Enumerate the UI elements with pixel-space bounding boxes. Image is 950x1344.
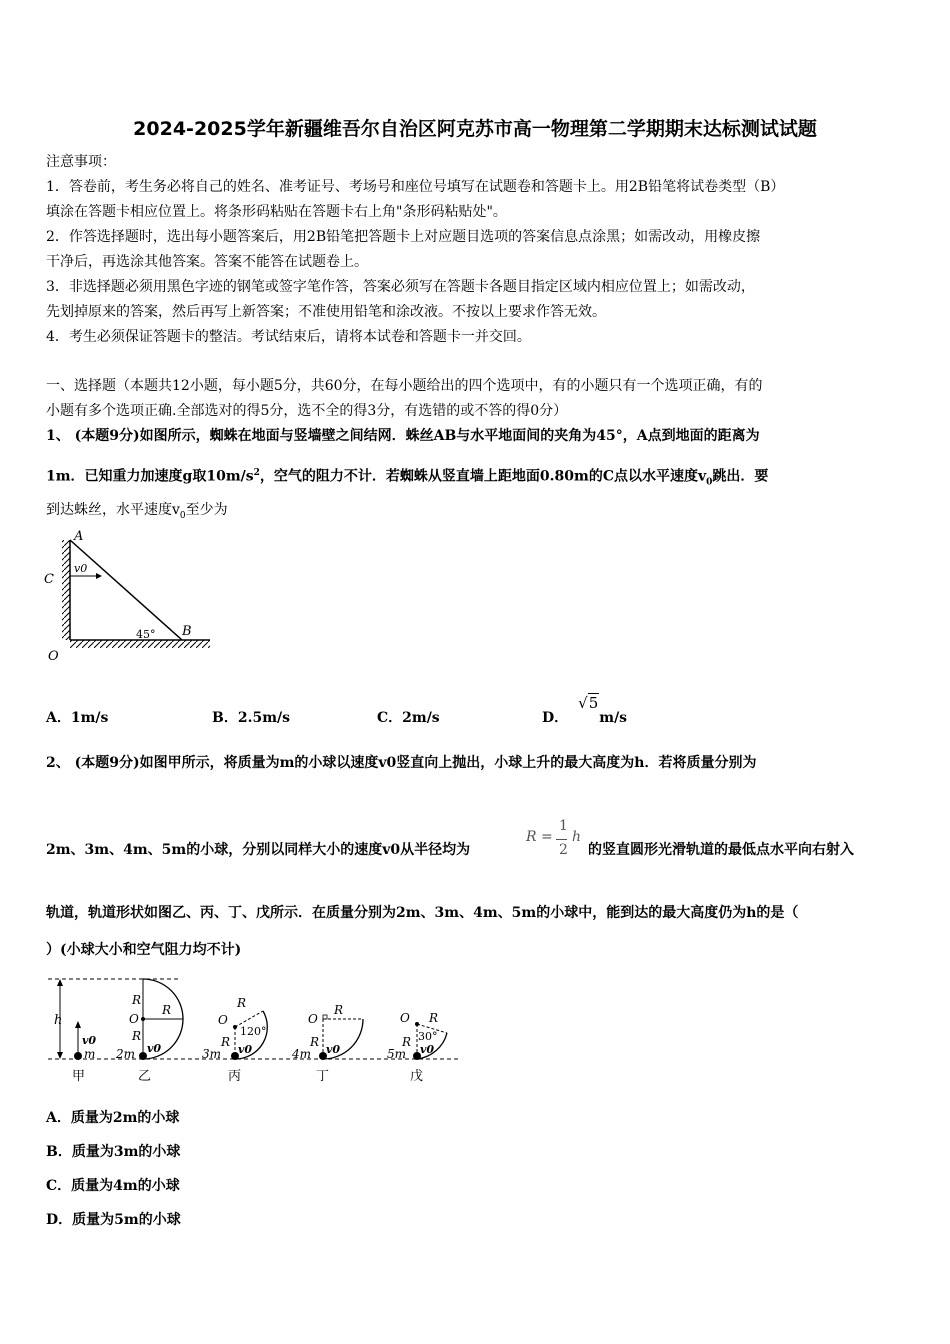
formula-denominator: 2 [559, 842, 568, 858]
notice-line: 1．答卷前，考生务必将自己的姓名、准考证号、考场号和座位号填写在试题卷和答题卡上。用2B铅笔将试卷类型（B） [46, 179, 785, 195]
label-v0-4: v0 [326, 1043, 341, 1056]
sqrt-radicand: 5 [588, 694, 599, 712]
label-r: R [132, 1029, 142, 1043]
formula-var: h [572, 829, 582, 845]
q1-sup: 2 [253, 468, 260, 478]
notice-line: 2．作答选择题时，选出每小题答案后，用2B铅笔把答题卡上对应题目选项的答案信息点涂黑；如需改动，用橡皮擦 [46, 229, 761, 245]
wall-hatch [62, 540, 70, 640]
section-heading: 一、选择题（本题共12小题，每小题5分，共60分，在每小题给出的四个选项中，有的小题只有一个选项正确，有的 [46, 378, 763, 394]
label-fig-yi: 乙 [138, 1069, 152, 1084]
track2-center [141, 1017, 145, 1021]
q1-text-line1: 1、 (本题9分)如图所示，蜘蛛在地面与竖墙壁之间结网．蛛丝AB与水平地面间的夹角为45°，A点到地面的距离为 [46, 428, 760, 444]
notice-line: 3．非选择题必须用黑色字迹的钢笔或签字笔作答，答案必须写在答题卡各题目指定区域内相应位置上；如需改动， [46, 279, 755, 295]
label-fig-wu: 戊 [410, 1069, 424, 1084]
q1-figure [40, 528, 220, 668]
label-mass-4m: 4m [292, 1047, 312, 1061]
label-v0-2: v0 [147, 1042, 162, 1055]
q2-text-line3: 轨道，轨道形状如图乙、丙、丁、戊所示．在质量分别为2m、3m、4m、5m的小球中，能到达的最大高度仍为h的是（ [46, 905, 799, 921]
label-b: B [182, 624, 192, 639]
label-o: O [129, 1012, 139, 1026]
notice-line: 干净后，再选涂其他答案。答案不能答在试题卷上。 [46, 254, 368, 270]
q1-option-c[interactable]: C．2m/s [377, 710, 440, 726]
notice-line: 填涂在答题卡相应位置上。将条形码粘贴在答题卡右上角"条形码粘贴处"。 [46, 204, 507, 220]
q1-text-seg: 到达蛛丝，水平速度v [46, 502, 180, 518]
height-arrowhead-bottom [57, 1052, 63, 1059]
notice-heading: 注意事项： [46, 154, 116, 170]
q1-text-line3 [46, 500, 228, 526]
label-h: h [54, 1013, 63, 1028]
track3-center [233, 1025, 237, 1029]
q1-text-line2 [46, 463, 768, 492]
ground-hatch [70, 640, 210, 648]
v0-arrowhead [96, 573, 102, 579]
q2-text-line2a: 2m、3m、4m、5m的小球，分别以同样大小的速度v0从半径均为 [46, 842, 471, 858]
label-angle: 45° [136, 628, 156, 641]
q1-sub: 0 [706, 477, 713, 488]
ball-m [74, 1052, 82, 1060]
notice-line: 4．考生必须保证答题卡的整洁。考试结束后，请将本试卷和答题卡一并交回。 [46, 329, 531, 345]
height-arrowhead-top [57, 979, 63, 986]
label-v0-5: v0 [420, 1043, 435, 1056]
q1-option-d-label: D． [542, 710, 569, 726]
q2-option-d[interactable]: D．质量为5m的小球 [46, 1212, 181, 1228]
label-r: R [132, 993, 142, 1007]
label-o: O [48, 649, 59, 664]
label-c: C [44, 572, 54, 587]
label-r: R [162, 1003, 172, 1017]
label-r: R [429, 1011, 439, 1025]
notice-line: 先划掉原来的答案，然后再写上新答案；不准使用铅笔和涂改液。不按以上要求作答无效。 [46, 304, 606, 320]
label-fig-jia: 甲 [72, 1069, 86, 1084]
formula-numerator: 1 [559, 818, 568, 834]
sqrt-sign-icon: √ [578, 694, 588, 712]
q1-sub: 0 [179, 510, 186, 521]
section-heading-cont: 小题有多个选项正确.全部选对的得5分，选不全的得3分，有选错的或不答的得0分） [46, 403, 568, 419]
sqrt-expression [578, 694, 599, 712]
q2-text-line2b: 的竖直圆形光滑轨道的最低点水平向右射入 [588, 842, 854, 858]
label-fig-ding: 丁 [316, 1069, 330, 1084]
label-o: O [308, 1012, 318, 1026]
q1-text-seg: ，空气的阻力不计．若蜘蛛从竖直墙上距地面0.80m的C点以水平速度v [259, 468, 707, 485]
q2-text-line1: 2、 (本题9分)如图甲所示，将质量为m的小球以速度v0竖直向上抛出，小球上升的最大高度为h．若将质量分别为 [46, 755, 757, 771]
q2-option-c[interactable]: C．质量为4m的小球 [46, 1178, 180, 1194]
q1-option-a[interactable]: A．1m/s [46, 710, 109, 726]
label-angle-30: 30° [418, 1030, 438, 1043]
label-o: O [400, 1011, 410, 1025]
q1-option-d[interactable] [542, 694, 628, 727]
q2-option-a[interactable]: A．质量为2m的小球 [46, 1110, 180, 1126]
track5-center [415, 1022, 419, 1026]
label-r: R [310, 1035, 320, 1049]
fraction-bar [556, 839, 567, 840]
q2-figure [40, 972, 460, 1087]
q2-option-b[interactable]: B．质量为3m的小球 [46, 1144, 181, 1160]
thread-ab [70, 540, 182, 640]
q1-option-d-unit: m/s [599, 710, 628, 726]
ball1-velocity-arrowhead [75, 1021, 81, 1028]
label-r: R [221, 1035, 231, 1049]
label-r: R [402, 1035, 412, 1049]
q1-text-seg: 跳出．要 [712, 468, 769, 485]
label-v0: v0 [74, 562, 88, 575]
formula-lhs: R = [526, 829, 553, 845]
label-mass-m: m [84, 1047, 96, 1061]
label-angle-120: 120° [240, 1025, 267, 1038]
label-o: O [218, 1013, 228, 1027]
label-mass-3m: 3m [202, 1047, 222, 1061]
label-r: R [237, 996, 247, 1010]
label-v0-3: v0 [238, 1043, 253, 1056]
q1-text-seg: 1m．已知重力加速度g取10m/s [46, 468, 254, 485]
label-fig-bing: 丙 [228, 1069, 242, 1084]
q1-option-b[interactable]: B．2.5m/s [212, 710, 290, 726]
right-angle-mark [323, 1015, 327, 1019]
label-mass-2m: 2m [116, 1047, 136, 1061]
label-v0-1: v0 [82, 1034, 97, 1047]
label-mass-5m: 5m [387, 1047, 407, 1061]
label-a: A [74, 529, 84, 544]
ball-2m [139, 1052, 147, 1060]
page-title: 2024-2025学年新疆维吾尔自治区阿克苏市高一物理第二学期期末达标测试试题 [133, 118, 817, 140]
q1-text-seg: 至少为 [185, 502, 228, 518]
label-r: R [334, 1003, 344, 1017]
radius-formula [526, 818, 586, 864]
q2-text-line4: ）(小球大小和空气阻力均不计) [46, 942, 242, 958]
